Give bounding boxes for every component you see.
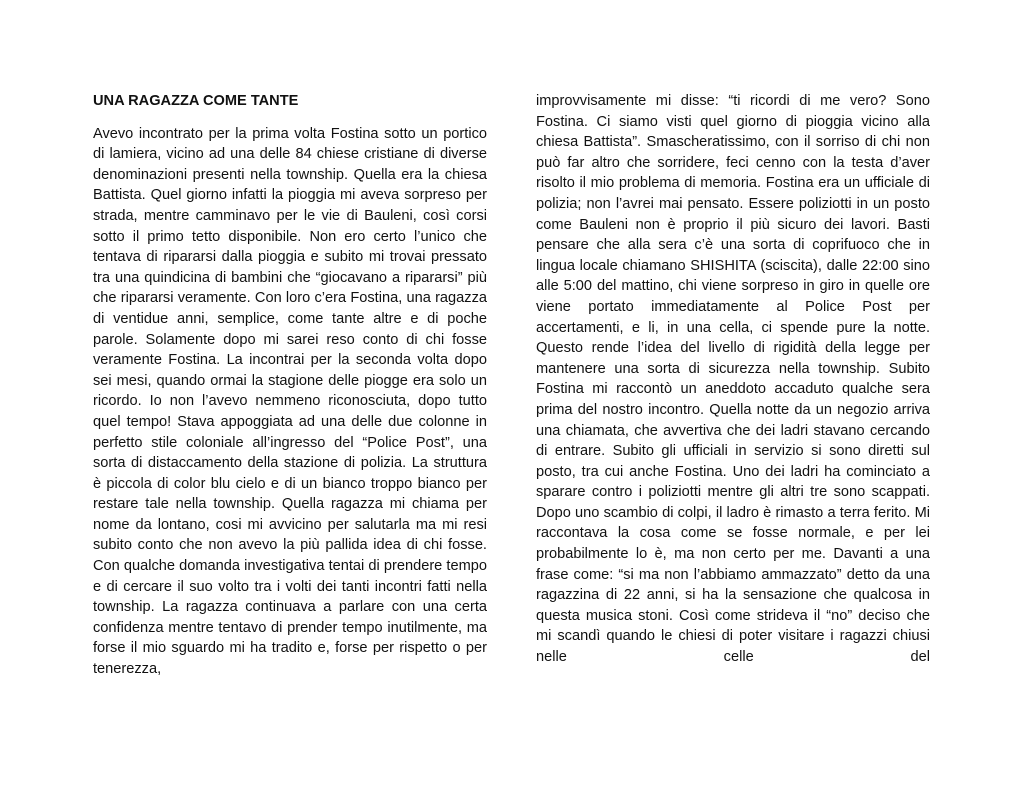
left-column [93, 91, 487, 680]
right-column [536, 91, 930, 668]
right-paragraph: improvvisamente mi disse: “ti ricordi di me vero? Sono Fostina. Ci siamo visti quel giorno di pioggia vicino alla chiesa Battista”. Smascheratissimo, con il sorriso di chi non può far altro che sorridere, feci cenno con la testa d’aver risolto il mio problema di memoria. Fostina era un ufficiale di polizia; non l’avrei mai pensato. Essere poliziotti in un posto come Bauleni non è proprio il più sicuro dei lavori. Basti pensare che alla sera c’è una sorta di coprifuoco che in lingua locale chiamano SHISHITA (sciscita), dalle 22:00 sino alle 5:00 del mattino, chi viene sorpreso in giro in quelle ore viene portato immediatamente al Police Post per accertamenti, e li, in una cella, ci spende pure la notte. Questo rende l’idea del livello di rigidità della legge per mantenere una sorta di sicurezza nella township. Subito Fostina mi raccontò un aneddoto accaduto qualche sera prima del nostro incontro. Quella notte da un negozio arriva una chiamata, che avvertiva che dei ladri stavano cercando di entrare. Subito gli ufficiali in servizio si sono diretti sul posto, tra cui anche Fostina. Uno dei ladri ha cominciato a sparare contro i poliziotti mentre gli altri tre sono scappati. Dopo uno scambio di colpi, il ladro è rimasto a terra ferito. Mi raccontava la cosa come se fosse normale, e per lei probabilmente lo è, ma non certo per me. Davanti a una frase come: “si ma non l’abbiamo ammazzato” detto da una ragazzina di 22 anni, si ha la sensazione che qualcosa in questa musica stoni. Così come strideva il “no” deciso che mi scandì quando le chiesi di poter visitare i ragazzi chiusi nelle celle del [536, 93, 930, 666]
left-paragraph: Avevo incontrato per la prima volta Fostina sotto un portico di lamiera, vicino ad una delle 84 chiese cristiane di diverse denominazioni presenti nella township. Quella era la chiesa Battista. Quel giorno infatti la pioggia mi aveva sorpreso per strada, mentre camminavo per le vie di Bauleni, così corsi sotto il primo tetto disponibile. Non ero certo l’unico che tentava di ripararsi dalla pioggia e subito mi trovai pressato tra una quindicina di bambini che “giocavano a ripararsi” più che ripararsi veramente. Con loro c’era Fostina, una ragazza di ventidue anni, semplice, come tante altre e di poche parole. Solamente dopo mi sarei reso conto di chi fosse veramente Fostina. La incontrai per la seconda volta dopo sei mesi, quando ormai la stagione delle piogge era solo un ricordo. Io non l’avevo nemmeno riconosciuta, dopo tutto quel tempo! Stava appoggiata ad una delle due colonne in perfetto stile coloniale all’ingresso del “Police Post”, una sorta di distaccamento della stazione di polizia. La struttura è piccola di color blu cielo e di un bianco troppo bianco per restare tale nella township. Quella ragazza mi chiama per nome da lontano, cosi mi avvicino per salutarla ma mi resi subito conto che non avevo la più pallida idea di chi fosse. Con qualche domanda investigativa tentai di prendere tempo e di cercare il suo volto tra i volti dei tanti incontri fatti nella township. La ragazza continuava a parlare con una certa confidenza mentre tentavo di prender tempo inutilmente, ma forse il mio sguardo mi ha tradito e, forse per rispetto o per tenerezza, [93, 125, 487, 678]
page-title: UNA RAGAZZA COME TANTE [93, 93, 299, 109]
